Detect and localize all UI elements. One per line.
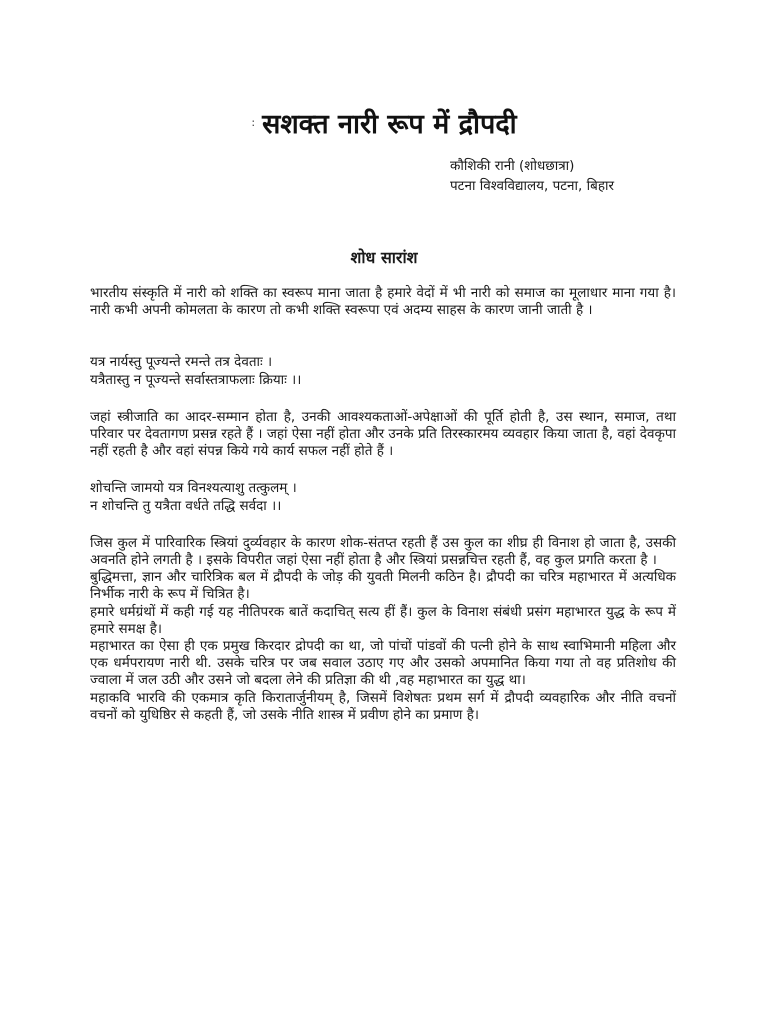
title-row [0,104,768,141]
document-body [90,285,676,724]
verse-1-line-1: यत्र नार्यस्तु पूज्यन्ते रमन्ते तत्र देवताः । [90,354,273,371]
section-heading: शोध सारांश [350,248,418,267]
paragraph-5: हमारे धर्मग्रंथों में कही गई यह नीतिपरक बातें कदाचित् सत्य हीं हैं। कुल के विनाश संबंधी प्रसंग महाभारत युद्ध के रूप में हमारे समक्ष है। [90,603,676,637]
verse-1-line-2: यत्रैतास्तु न पूज्यन्ते सर्वास्तत्राफलाः क्रियाः ।। [90,371,302,388]
paragraph-7: महाकवि भारवि की एकमात्र कृति किरातार्जुनीयम् है, जिसमें विशेषतः प्रथम सर्ग में द्रौपदी व्यवहारिक और नीति वचनों वचनों को युधिष्ठिर से कहती हैं, जो उसके नीति शास्त्र में प्रवीण होने का प्रमाण है। [90,689,676,723]
paragraph-intro: भारतीय संस्कृति में नारी को शक्ति का स्वरूप माना जाता है हमारे वेदों में भी नारी को समाज का मूलाधार माना गया है। नारी कभी अपनी कोमलता के कारण तो कभी शक्ति स्वरूपा एवं अदम्य साहस के कारण जानी जाती है । [90,285,676,319]
paragraph-2: जहां स्त्रीजाति का आदर-सम्मान होता है, उनकी आवश्यकताओं-अपेक्षाओं की पूर्ति होती है, उस स्थान, समाज, तथा परिवार पर देवतागण प्रसन्न रहते हैं । जहां ऐसा नहीं होता और उनके प्रति तिरस्कारमय व्यवहार किया जाता है, वहां देवकृपा नहीं रहती है और वहां संपन्न किये गये कार्य सफल नहीं होते हैं । [90,408,676,460]
page-title: सशक्त नारी रूप में द्रौपदी [262,109,517,140]
author-block [450,156,614,196]
paragraph-6: महाभारत का ऐसा ही एक प्रमुख किरदार द्रोपदी का था, जो पांचों पांडवों की पत्नी होने के साथ स्वाभिमानी महिला और एक धर्मपरायण नारी थी. उसके चरित्र पर जब सवाल उठाए गए और उसको अपमानित किया गया तो वह प्रतिशोध की ज्वाला में जल उठी और उसने जो बदला लेने की प्रतिज्ञा की थी ,वह महाभारत का युद्ध था। [90,638,676,689]
verse-2-line-1: शोचन्ति जामयो यत्र विनश्यत्याशु तत्कुलम् । [90,480,297,497]
title-mark: : [251,116,256,129]
author-name: कौशिकी रानी (शोधछात्रा) [450,158,575,174]
verse-2-line-2: न शोचन्ति तु यत्रैता वर्धते तद्धि सर्वदा ।। [90,497,282,514]
paragraph-4: बुद्धिमत्ता, ज्ञान और चारित्रिक बल में द्रौपदी के जोड़ की युवती मिलनी कठिन है। द्रौपदी का चरित्र महाभारत में अत्यधिक निर्भीक नारी के रूप में चित्रित है। [90,569,676,603]
paragraph-3: जिस कुल में पारिवारिक स्त्रियां दुर्व्यवहार के कारण शोक-संतप्त रहती हैं उस कुल का शीघ्र ही विनाश हो जाता है, उसकी अवनति होने लगती है । इसके विपरीत जहां ऐसा नहीं होता है और स्त्रियां प्रसन्नचित्त रहती हैं, वह कुल प्रगति करता है । [90,534,676,569]
author-affiliation: पटना विश्वविद्यालय, पटना, बिहार [450,178,615,194]
